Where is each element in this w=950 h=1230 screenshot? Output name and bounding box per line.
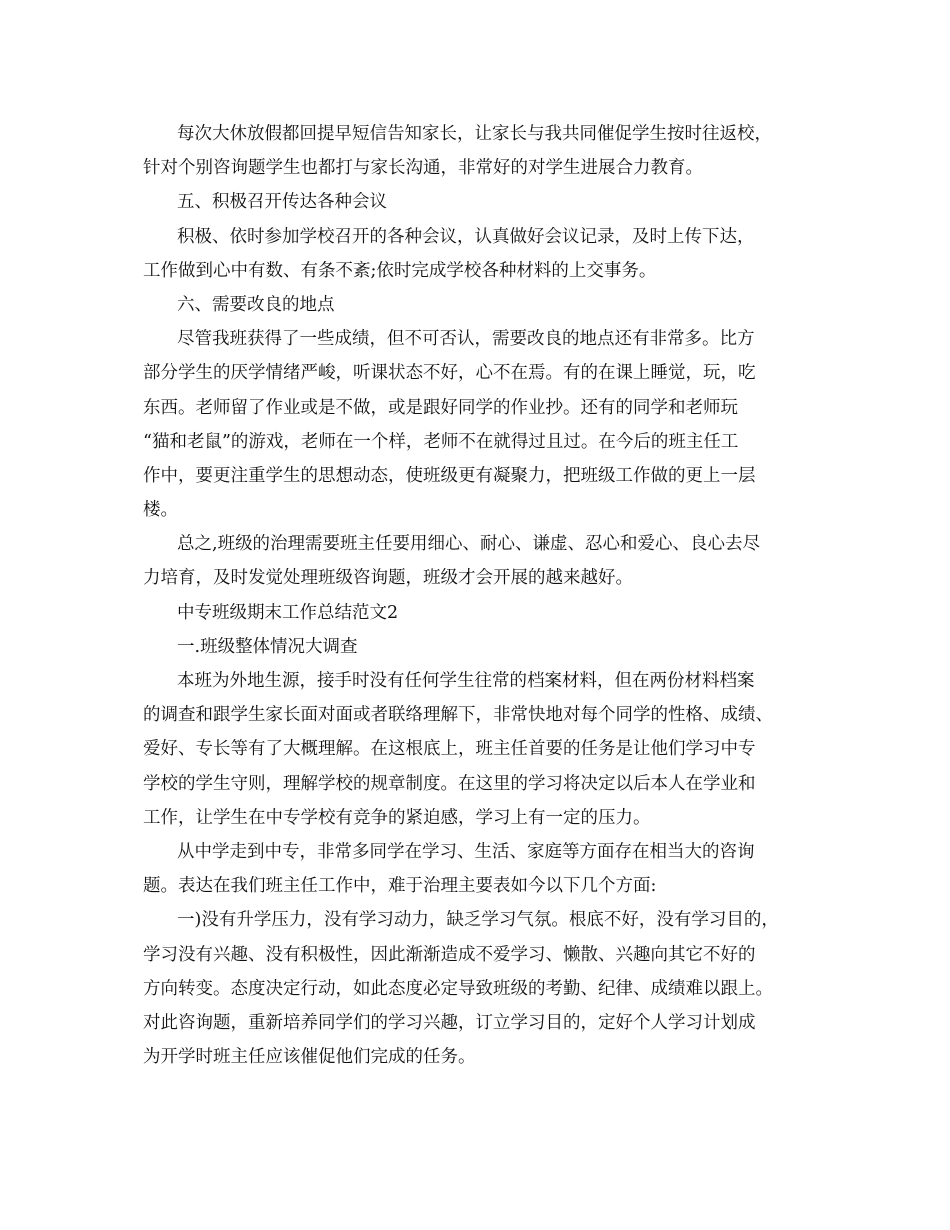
text-line: 楼。: [143, 500, 178, 521]
text-line: 学校的学生守则，理解学校的规章制度。在这里的学习将决定以后本人在学业和: [143, 773, 756, 794]
section-heading: 一.班级整体情况大调查: [177, 636, 358, 657]
text-line: 针对个别咨询题学生也都打与家长沟通，非常好的对学生进展合力教育。: [143, 158, 703, 179]
text-line: 爱好、专长等有了大概理解。在这根底上，班主任首要的任务是让他们学习中专: [143, 739, 756, 760]
document-body: [143, 117, 811, 1074]
text-line: 工作，让学生在中专学校有竞争的紧迫感，学习上有一定的压力。: [143, 807, 651, 828]
text-line: 本班为外地生源，接手时没有任何学生往常的档案材料，但在两份材料档案: [177, 671, 755, 691]
text-line: 作中，要更注重学生的思想动态，使班级更有凝聚力，把班级工作做的更上一层: [143, 465, 756, 486]
text-line: 部分学生的厌学情绪严峻，听课状态不好，心不在焉。有的在课上睡觉，玩，吃: [143, 363, 756, 384]
text-line: 尽管我班获得了一些成绩，但不可否认，需要改良的地点还有非常多。比方: [177, 329, 755, 350]
text-line: 积极、依时参加学校召开的各种会议，认真做好会议记录，及时上传下达，: [177, 226, 755, 247]
text-line: 力培育，及时发觉处理班级咨询题，班级才会开展的越来越好。: [143, 568, 633, 589]
text-line: 方向转变。态度决定行动，如此态度必定导致班级的考勤、纪律、成绩难以跟上。: [143, 978, 773, 999]
text-line: “猫和老鼠”的游戏，老师在一个样，老师不在就得过且过。在今后的班主任工: [143, 431, 739, 452]
text-line: 一)没有升学压力，没有学习动力，缺乏学习气氛。根底不好，没有学习目的，: [177, 910, 779, 931]
text-line: 对此咨询题，重新培养同学们的学习兴趣，订立学习目的，定好个人学习计划成: [143, 1012, 756, 1033]
section-heading: 六、需要改良的地点: [177, 294, 335, 315]
text-line: 学习没有兴趣、没有积极性，因此渐渐造成不爱学习、懒散、兴趣向其它不好的: [143, 944, 756, 965]
text-line: 总之,班级的治理需要班主任要用细心、耐心、谦虚、忍心和爱心、良心去尽: [177, 534, 761, 555]
text-line: 的调查和跟学生家长面对面或者联络理解下，非常快地对每个同学的性格、成绩、: [143, 705, 773, 726]
text-line: 从中学走到中专，非常多同学在学习、生活、家庭等方面存在相当大的咨询: [177, 841, 755, 862]
text-line: 工作做到心中有数、有条不紊;依时完成学校各种材料的上交事务。: [143, 260, 657, 281]
text-line: 每次大休放假都回提早短信告知家长，让家长与我共同催促学生按时往返校，: [177, 124, 772, 144]
document-subtitle: 中专班级期末工作总结范文2: [177, 602, 399, 623]
text-line: 为开学时班主任应该催促他们完成的任务。: [143, 1047, 476, 1068]
text-line: 题。表达在我们班主任工作中，难于治理主要表如今以下几个方面:: [143, 876, 657, 897]
section-heading: 五、积极召开传达各种会议: [177, 192, 387, 213]
text-line: 东西。老师留了作业或是不做，或是跟好同学的作业抄。还有的同学和老师玩: [143, 397, 738, 418]
